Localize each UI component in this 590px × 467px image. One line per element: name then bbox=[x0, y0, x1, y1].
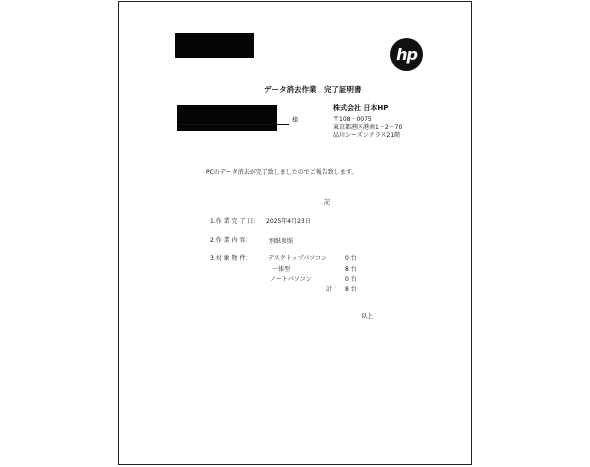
certificate-page bbox=[118, 1, 472, 465]
issuer-company-name: 株式会社 日本HP bbox=[333, 104, 389, 112]
item2-label: 2.作 業 内 容： bbox=[210, 237, 252, 244]
device-count-1: 0 台 bbox=[345, 255, 357, 262]
redacted-recipient-name bbox=[177, 105, 277, 131]
device-name-3: ノートパソコン bbox=[270, 276, 312, 283]
recipient-honorific: 様 bbox=[292, 117, 299, 124]
total-value: 8 台 bbox=[345, 286, 357, 293]
ki-heading: 記 bbox=[324, 199, 331, 206]
closing-text: 以上 bbox=[361, 313, 374, 320]
body-text: PCのデータ消去が完了致しましたのでご報告致します。 bbox=[206, 169, 358, 176]
item2-value: 別紙参照 bbox=[269, 238, 294, 245]
device-name-1: デスクトップパソコン bbox=[268, 255, 327, 262]
redacted-block-top bbox=[175, 33, 254, 58]
total-label: 計 bbox=[326, 286, 333, 293]
device-count-2: 8 台 bbox=[345, 266, 357, 273]
recipient-underline bbox=[177, 124, 289, 125]
item1-value: 2025年4月23日 bbox=[266, 218, 311, 225]
issuer-address-line2: 品川シーズンテラス21階 bbox=[333, 132, 401, 139]
document-title: データ消去作業 完了証明書 bbox=[264, 85, 362, 94]
issuer-address-line1: 東京都港区港南1－2－70 bbox=[333, 124, 403, 131]
device-count-3: 0 台 bbox=[345, 276, 357, 283]
item3-label: 3.対 象 物 件： bbox=[210, 255, 252, 262]
device-name-2: 一体型 bbox=[272, 266, 291, 273]
issuer-postal-code: 〒108－0075 bbox=[333, 116, 372, 123]
item1-label: 1.作 業 完 了 日： bbox=[210, 218, 260, 225]
hp-logo: hp bbox=[390, 38, 423, 71]
